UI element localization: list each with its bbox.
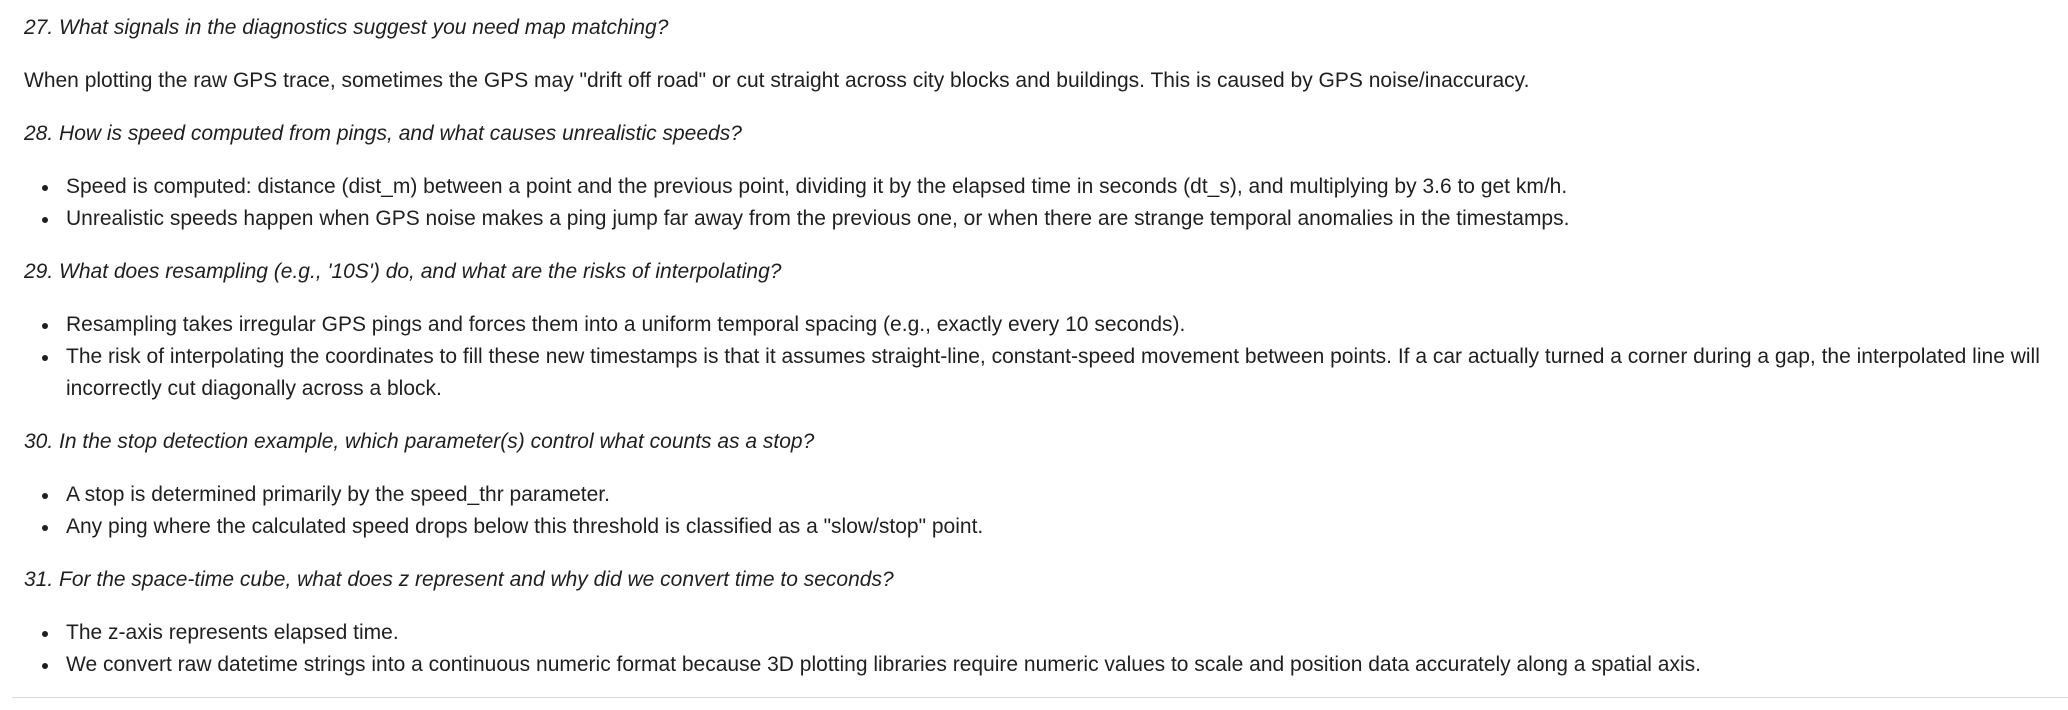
list-item: Any ping where the calculated speed drops below this threshold is classified as a "slow/stop" point. — [66, 511, 2044, 543]
answer-31-list — [24, 617, 2044, 681]
list-item: We convert raw datetime strings into a continuous numeric format because 3D plotting libraries require numeric values to scale and position data accurately along a spatial axis. — [66, 649, 2044, 681]
answer-30-list — [24, 479, 2044, 543]
list-item: The z-axis represents elapsed time. — [66, 617, 2044, 649]
list-item: Resampling takes irregular GPS pings and forces them into a uniform temporal spacing (e.g., exactly every 10 seconds). — [66, 309, 2044, 341]
list-item: The risk of interpolating the coordinates to fill these new timestamps is that it assumes straight-line, constant-speed movement between points. If a car actually turned a corner during a gap, the interpolated line will incorrectly cut diagonally across a block. — [66, 341, 2044, 405]
list-item: Unrealistic speeds happen when GPS noise makes a ping jump far away from the previous one, or when there are strange temporal anomalies in the timestamps. — [66, 203, 2044, 235]
answer-29-list — [24, 309, 2044, 405]
list-item: A stop is determined primarily by the speed_thr parameter. — [66, 479, 2044, 511]
question-31: 31. For the space-time cube, what does z represent and why did we convert time to seconds? — [24, 568, 894, 591]
answer-28-list — [24, 171, 2044, 235]
question-30: 30. In the stop detection example, which parameter(s) control what counts as a stop? — [24, 430, 815, 453]
question-28: 28. How is speed computed from pings, and what causes unrealistic speeds? — [24, 122, 742, 145]
answer-27-paragraph: When plotting the raw GPS trace, sometimes the GPS may "drift off road" or cut straight across city blocks and buildings. This is caused by GPS noise/inaccuracy. — [24, 69, 1530, 92]
question-27: 27. What signals in the diagnostics suggest you need map matching? — [24, 16, 669, 39]
question-29: 29. What does resampling (e.g., '10S') do, and what are the risks of interpolating? — [24, 260, 782, 283]
bottom-divider — [12, 697, 2068, 698]
list-item: Speed is computed: distance (dist_m) between a point and the previous point, dividing it by the elapsed time in seconds (dt_s), and multiplying by 3.6 to get km/h. — [66, 171, 2044, 203]
